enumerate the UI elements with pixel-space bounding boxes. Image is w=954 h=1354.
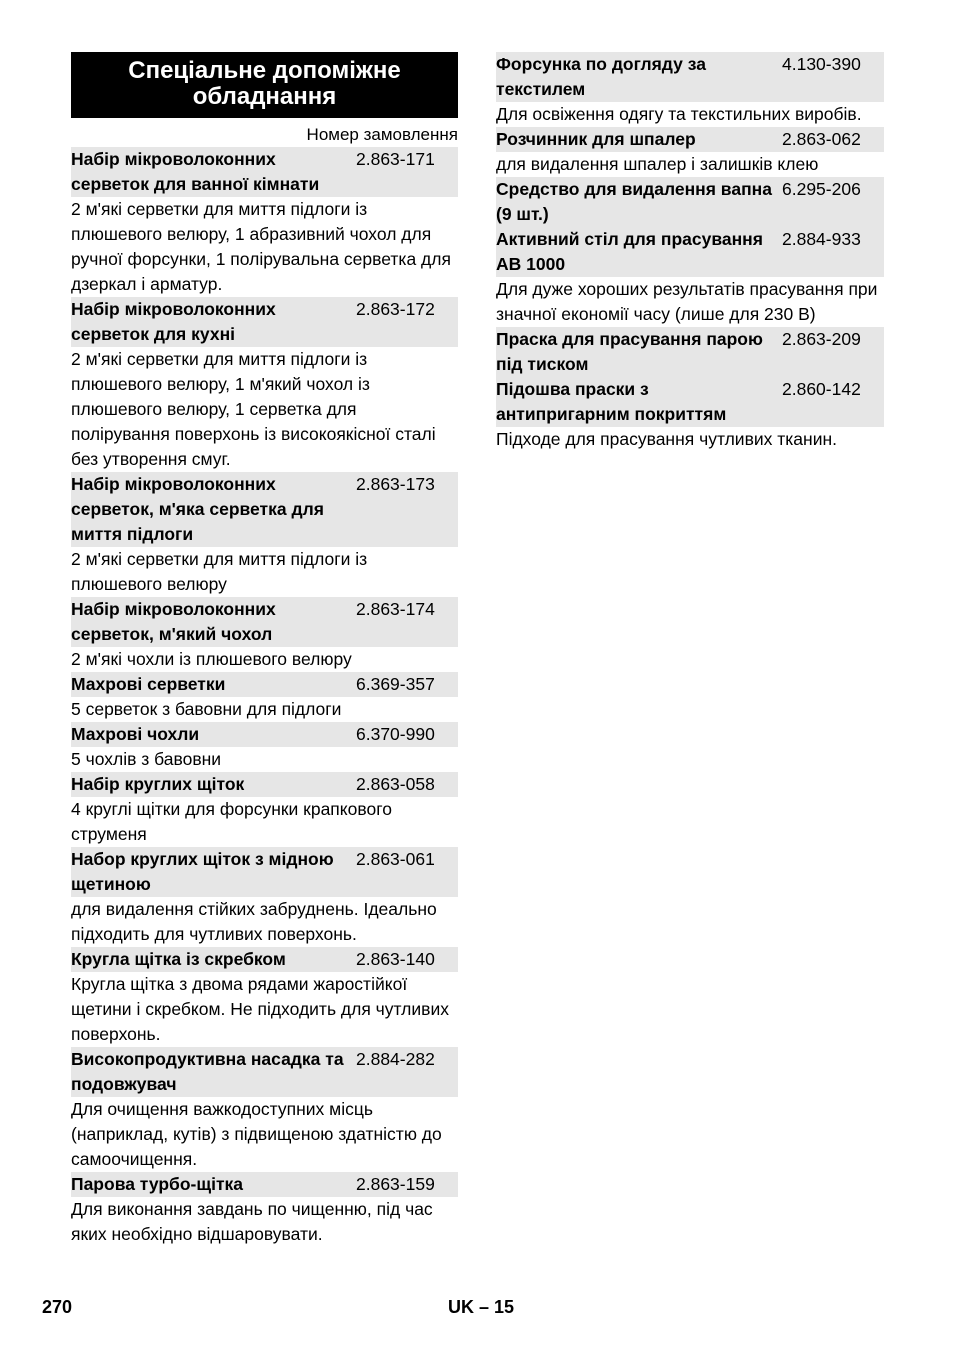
item-description: 2 м'які серветки для миття підлоги із плюшевого велюру [71,549,368,594]
accessory-item [496,177,884,227]
accessory-item [71,722,458,772]
accessory-item [71,1172,458,1247]
item-description: для видалення стійких забруднень. Ідеально підходить для чутливих поверхонь. [71,899,437,944]
item-description: 4 круглі щітки для форсунки крапкового струменя [71,799,392,844]
item-description: 5 серветок з бавовни для підлоги [71,699,342,719]
item-code: 2.863-173 [356,474,435,494]
item-header [496,227,884,277]
item-name: Средство для видалення вапна (9 шт.) [496,179,772,224]
item-code: 2.863-172 [356,299,435,319]
item-code: 2.884-933 [782,229,861,249]
item-header [71,297,458,347]
accessory-item [71,772,458,847]
order-number-label: Номер замовлення [306,125,458,144]
item-description: Для очищення важкодоступних місць (наприклад, кутів) з підвищеною здатністю до самоочищення. [71,1099,442,1169]
item-header [496,327,884,377]
item-header [71,772,458,797]
accessory-item [71,472,458,597]
accessory-item [496,227,884,327]
item-code: 2.863-209 [782,329,861,349]
item-name: Набір мікроволоконних серветок для ванної кімнати [71,149,320,194]
item-code: 4.130-390 [782,54,861,74]
item-description: Для виконання завдань по чищенню, під час яких необхідно відшаровувати. [71,1199,433,1244]
item-header [71,472,458,547]
accessory-item [71,947,458,1047]
item-code: 2.860-142 [782,379,861,399]
item-name: Підошва праски з антипригарним покриттям [496,379,727,424]
item-name: Форсунка по догляду за текстилем [496,54,706,99]
item-name: Кругла щітка із скребком [71,949,286,969]
item-name: Набір мікроволоконних серветок, м'яка серветка для миття підлоги [71,474,324,544]
item-name: Парова турбо-щітка [71,1174,244,1194]
item-code: 6.370-990 [356,724,435,744]
left-column [71,52,458,1247]
item-code: 2.863-174 [356,599,435,619]
item-name: Набор круглих щіток з мідною щетиною [71,849,334,894]
item-header [71,147,458,197]
item-name: Набір мікроволоконних серветок для кухні [71,299,276,344]
item-name: Набір мікроволоконних серветок, м'який чохол [71,599,276,644]
accessory-item [496,127,884,177]
item-header [71,597,458,647]
item-name: Розчинник для шпалер [496,129,696,149]
item-description: 2 м'які чохли із плюшевого велюру [71,649,352,669]
item-description: 5 чохлів з бавовни [71,749,222,769]
item-name: Набір круглих щіток [71,774,245,794]
item-code: 2.863-058 [356,774,435,794]
accessory-item [496,377,884,452]
accessory-item [71,1047,458,1172]
item-name: Активний стіл для прасування AB 1000 [496,229,763,274]
item-code: 6.369-357 [356,674,435,694]
item-code: 2.884-282 [356,1049,435,1069]
accessory-item [71,672,458,722]
item-name: Махрові серветки [71,674,226,694]
item-header [496,377,884,427]
item-header [71,722,458,747]
item-header [496,177,884,227]
item-header [71,1047,458,1097]
item-description: 2 м'які серветки для миття підлоги із плюшевого велюру, 1 абразивний чохол для ручної форсунки, 1 полірувальна серветка для дзеркал і арматур. [71,199,451,294]
item-header [496,127,884,152]
accessory-item [71,147,458,297]
item-name: Махрові чохли [71,724,200,744]
item-description: Підходе для прасування чутливих тканин. [496,429,838,449]
accessory-item [496,327,884,377]
item-name: Праска для прасування парою під тиском [496,329,763,374]
item-header [71,847,458,897]
accessory-item [496,52,884,127]
item-description: Для дуже хороших результатів прасування при значної економії часу (лише для 230 В) [496,279,878,324]
item-code: 2.863-062 [782,129,861,149]
section-title-line2: обладнання [192,83,337,110]
item-name: Високопродуктивна насадка та подовжувач [71,1049,344,1094]
accessory-item [71,847,458,947]
item-header [496,52,884,102]
item-description: для видалення шпалер і залишків клею [496,154,819,174]
section-title [71,52,458,118]
item-code: 2.863-159 [356,1174,435,1194]
item-code: 6.295-206 [782,179,861,199]
section-title-line1: Спеціальне допоміжне [128,57,401,84]
item-header [71,947,458,972]
item-header [71,1172,458,1197]
item-description: 2 м'які серветки для миття підлоги із плюшевого велюру, 1 м'який чохол із плюшевого велюру, 1 серветка для полірування поверхонь із високоякісної сталі без утворення смуг. [71,349,436,469]
item-code: 2.863-061 [356,849,435,869]
item-description: Кругла щітка з двома рядами жаростійкої щетини і скребком. Не підходить для чутливих поверхонь. [71,974,449,1044]
item-code: 2.863-140 [356,949,435,969]
accessory-item [71,597,458,672]
page-number: 270 [42,1297,73,1317]
language-page-label: UK – 15 [448,1297,515,1317]
right-column [496,52,884,452]
item-header [71,672,458,697]
accessory-item [71,297,458,472]
item-code: 2.863-171 [356,149,435,169]
item-description: Для освіження одягу та текстильних виробів. [496,104,862,124]
